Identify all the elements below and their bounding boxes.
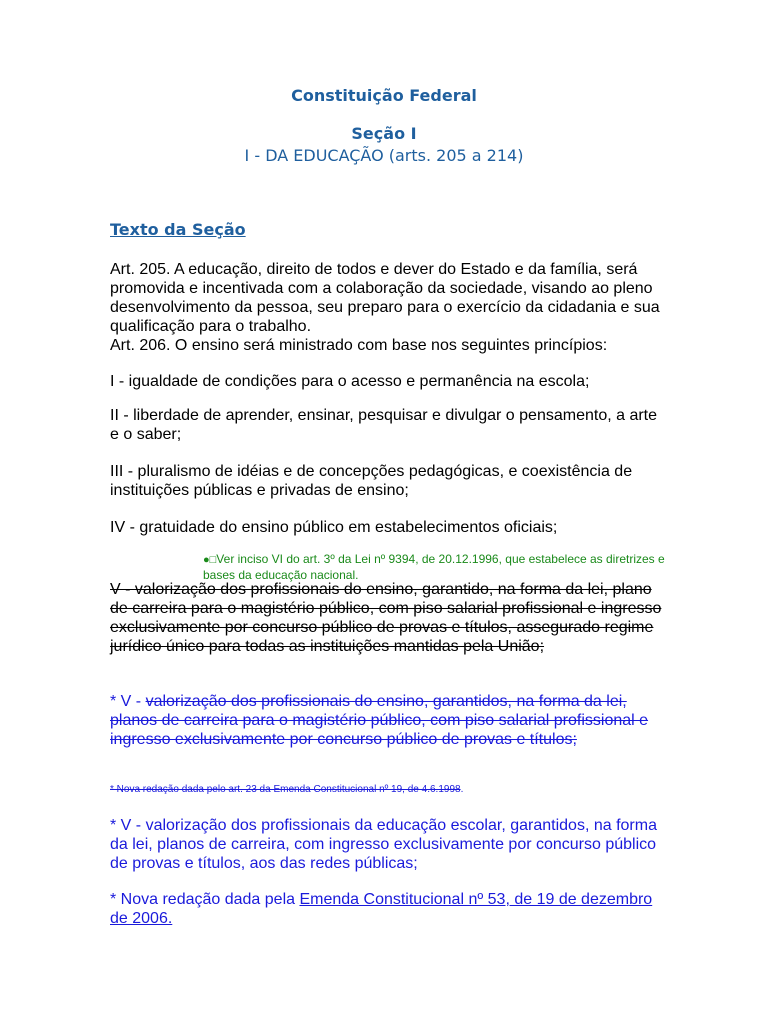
section-text-link[interactable]: Texto da Seção (110, 220, 246, 239)
bullet-icon: ●□ (203, 554, 217, 566)
note-ec-19-end: . (460, 784, 464, 795)
art-205-text: Art. 205. A educação, direito de todos e dever do Estado e da família, será promovida e incentivada com a colaboração da sociedade, visando ao pleno desenvolvimento da pessoa, seu preparo para o exercício da cidadania e sua qualificação para o trabalho. (110, 261, 660, 335)
document-title: Constituição Federal (291, 86, 477, 105)
note-ec-19-text: * Nova redação dada pelo art. 23 da Emenda Constitucional nº 19, de 4.6.1998 (110, 784, 461, 795)
inciso-v-original: V - valorização dos profissionais do ensino, garantido, na forma da lei, plano de carreira para o magistério público, com piso salarial profissional e ingresso exclusivamente por concurso público de provas e títulos, assegurado regime jurídico único para todas as instituições mantidas pela União; (110, 581, 662, 655)
inciso-iii: III - pluralismo de idéias e de concepções pedagógicas, e coexistência de instituições públicas e privadas de ensino; (110, 463, 633, 499)
note-ec-53 (110, 890, 670, 928)
inciso-iv: IV - gratuidade do ensino público em estabelecimentos oficiais; (110, 519, 558, 536)
note-lei-9394-text: Ver inciso VI do art. 3º da Lei nº 9394, de 20.12.1996, que estabelece as diretrizes e bases da educação nacional. (203, 552, 665, 582)
inciso-v-current: * V - valorização dos profissionais da educação escolar, garantidos, na forma da lei, planos de carreira, com ingresso exclusivamente por concurso público de provas e títulos, aos das redes públicas; (110, 817, 657, 872)
inciso-i: I - igualdade de condições para o acesso e permanência na escola; (110, 373, 590, 390)
art-205-paragraph (110, 260, 670, 355)
note-ec-19 (110, 784, 463, 795)
inciso-v-1998-text: valorização dos profissionais do ensino, garantidos, na forma da lei, planos de carreira para o magistério público, com piso salarial profissional e ingresso exclusivamente por concurso público de provas e títulos; (110, 693, 649, 748)
section-heading: Seção I (351, 124, 417, 143)
inciso-v-1998 (110, 692, 670, 749)
art-206-text: Art. 206. O ensino será ministrado com base nos seguintes princípios: (110, 337, 608, 354)
note-ec-53-prefix: * Nova redação dada pela (110, 891, 300, 908)
note-lei-9394 (203, 552, 673, 583)
inciso-ii: II - liberdade de aprender, ensinar, pesquisar e divulgar o pensamento, a arte e o saber; (110, 407, 658, 443)
inciso-v-1998-prefix: * V - (110, 693, 146, 710)
section-subtitle: I - DA EDUCAÇÃO (arts. 205 a 214) (244, 146, 524, 165)
ec-53-link[interactable]: Emenda Constitucional nº 53, de 19 de dezembro de 2006. (110, 891, 653, 927)
